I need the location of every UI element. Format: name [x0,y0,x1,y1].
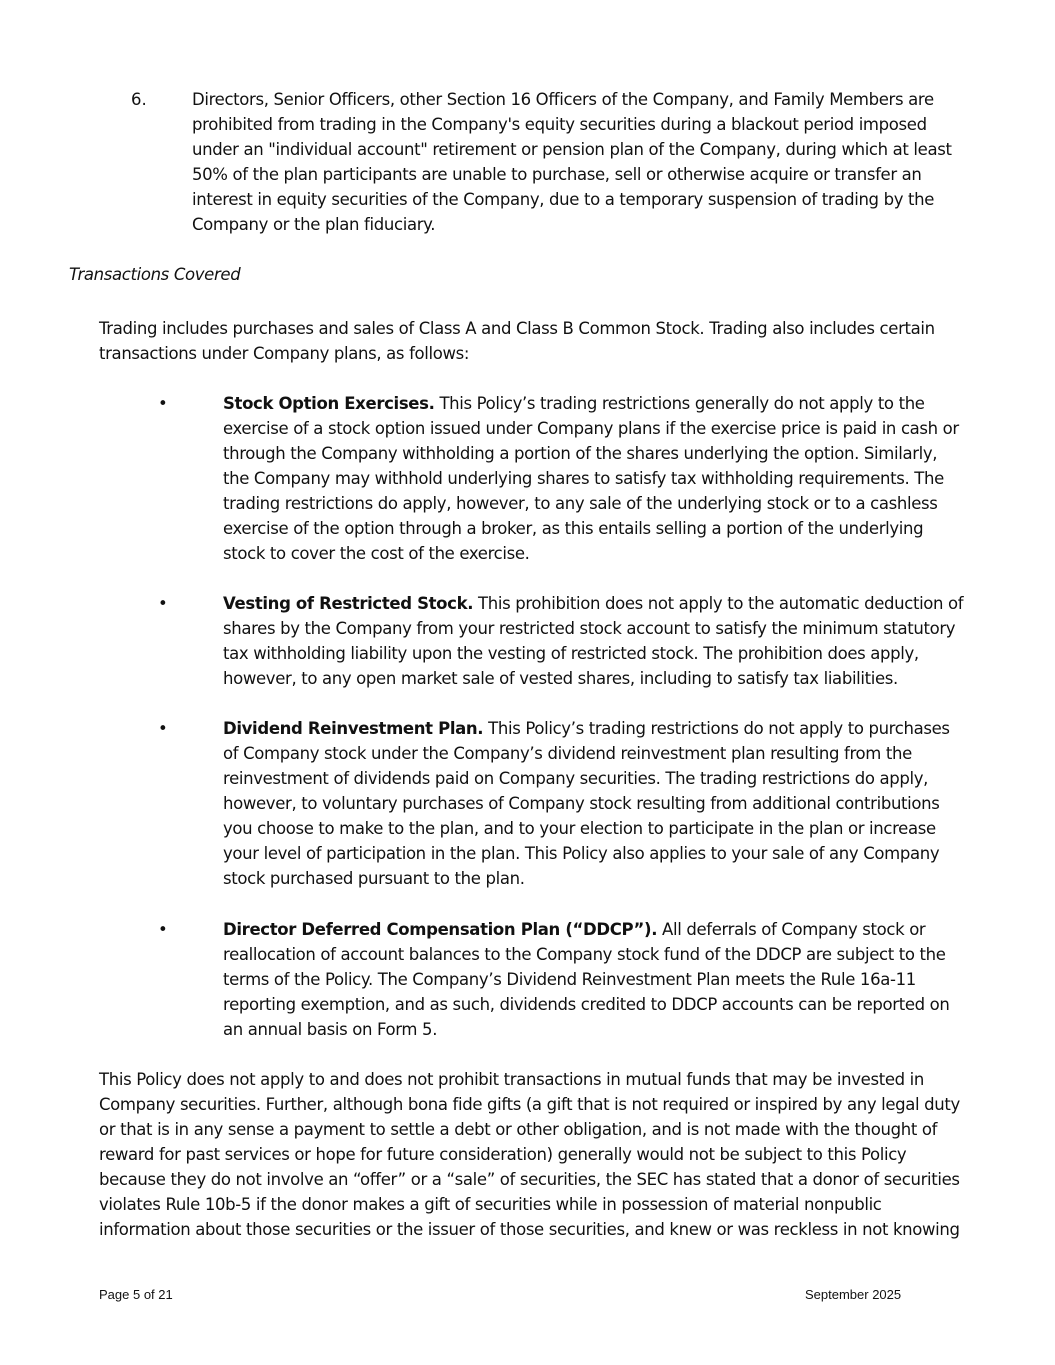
bullet-item-stock-option-exercises [223,391,968,566]
bullet-item-vesting-restricted-stock [223,591,968,691]
bullet-body: This Policy’s trading restrictions do not apply to purchases of Company stock under the Company’s dividend reinvestment plan resulting from the reinvestment of dividends paid on Company securities. The trading restrictions do apply, however, to voluntary purchases of Company stock resulting from additional contributions you choose to make to the plan, and to your election to participate in the plan or increase your level of participation in the plan. This Policy also applies to your sale of any Company stock purchased pursuant to the plan. [223,719,950,888]
bullet-symbol: • [158,594,168,613]
bullet-title: Dividend Reinvestment Plan. [223,719,484,738]
bullet-item-ddcp [223,917,968,1042]
bullet-symbol: • [158,920,168,939]
intro-paragraph: Trading includes purchases and sales of Class A and Class B Common Stock. Trading also includes certain transactions under Company plans, as follows: [99,319,935,363]
list-item-text: Directors, Senior Officers, other Section 16 Officers of the Company, and Family Members are prohibited from trading in the Company's equity securities during a blackout period imposed under an "individual account" retirement or pension plan of the Company, during which at least 50% of the plan participants are unable to purchase, sell or otherwise acquire or transfer an interest in equity securities of the Company, due to a temporary suspension of trading by the Company or the plan fiduciary. [192,90,952,234]
bullet-body: This prohibition does not apply to the automatic deduction of shares by the Company from your restricted stock account to satisfy the minimum statutory tax withholding liability upon the vesting of restricted stock. The prohibition does apply, however, to any open market sale of vested shares, including to satisfy tax liabilities. [223,594,964,688]
closing-paragraph: This Policy does not apply to and does not prohibit transactions in mutual funds that may be invested in Company securities. Further, although bona fide gifts (a gift that is not required or inspired by any legal duty or that is in any sense a payment to settle a debt or other obligation, and is not made with the thought of reward for past services or hope for future consideration) generally would not be subject to this Policy because they do not involve an “offer” or a “sale” of securities, the SEC has stated that a donor of securities violates Rule 10b-5 if the donor makes a gift of securities while in possession of material nonpublic information about those securities or the issuer of those securities, and knew or was reckless in not knowing [99,1070,960,1239]
bullet-title: Director Deferred Compensation Plan (“DDCP”). [223,920,658,939]
bullet-body: All deferrals of Company stock or reallocation of account balances to the Company stock fund of the DDCP are subject to the terms of the Policy. The Company’s Dividend Reinvestment Plan meets the Rule 16a-11 reporting exemption, and as such, dividends credited to DDCP accounts can be reported on an annual basis on Form 5. [223,920,950,1039]
bullet-item-dividend-reinvestment-plan [223,716,968,891]
bullet-body: This Policy’s trading restrictions generally do not apply to the exercise of a stock option issued under Company plans if the exercise price is paid in cash or through the Company withholding a portion of the shares underlying the option. Similarly, the Company may withhold underlying shares to satisfy tax withholding requirements. The trading restrictions do apply, however, to any sale of the underlying stock or to a cashless exercise of the option through a broker, as this entails selling a portion of the underlying stock to cover the cost of the exercise. [223,394,959,563]
bullet-symbol: • [158,719,168,738]
section-heading: Transactions Covered [69,265,241,284]
page-number: Page 5 of 21 [99,1287,173,1302]
bullet-title: Stock Option Exercises. [223,394,435,413]
footer-date: September 2025 [805,1287,902,1302]
bullet-title: Vesting of Restricted Stock. [223,594,474,613]
list-item-number: 6. [131,90,147,109]
bullet-symbol: • [158,394,168,413]
